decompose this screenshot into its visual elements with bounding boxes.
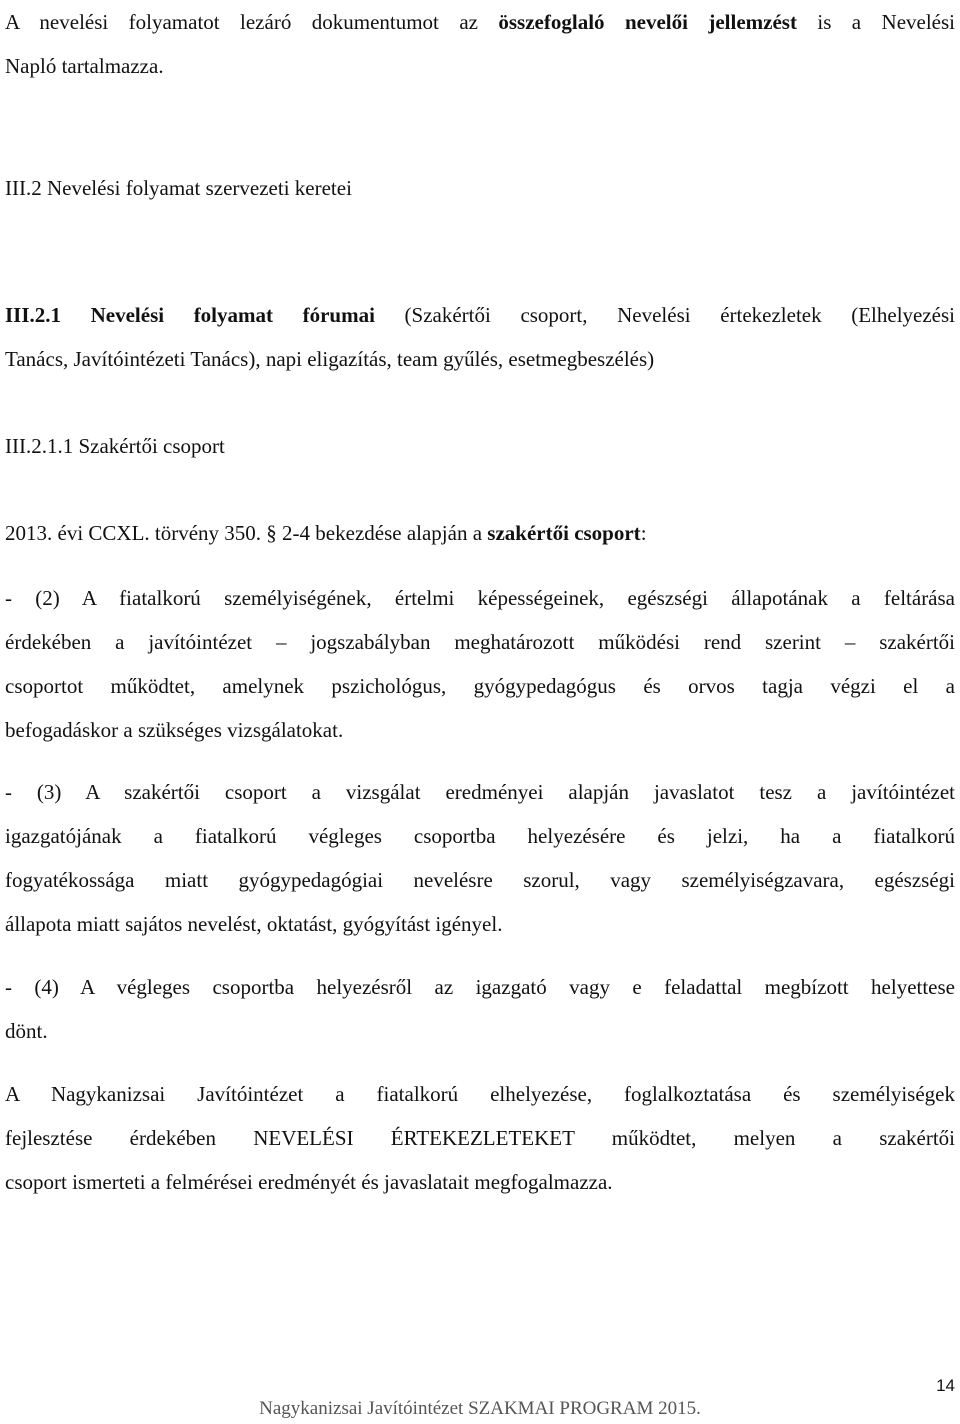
intro-line-2: Napló tartalmazza. <box>5 54 164 78</box>
paragraph-4 <box>5 965 955 1053</box>
paragraph-4-line: dönt. <box>5 1019 48 1043</box>
paragraph-final-line: fejlesztése érdekében NEVELÉSI ÉRTEKEZLETEKET működtet, melyen a szakértői <box>5 1126 955 1150</box>
heading-iii-2-1-1: III.2.1.1 Szakértői csoport <box>5 434 225 458</box>
law-reference-bold: szakértői csoport <box>487 521 641 545</box>
section-iii-2-1-line-2: Tanács, Javítóintézeti Tanács), napi eligazítás, team gyűlés, esetmegbeszélés) <box>5 347 655 371</box>
intro-paragraph <box>5 0 955 88</box>
paragraph-3-line: igazgatójának a fiatalkorú végleges csoportba helyezésére és jelzi, ha a fiatalkorú <box>5 824 955 848</box>
paragraph-4-line: - (4) A végleges csoportba helyezésről az igazgató vagy e feladattal megbízott helyettese <box>5 975 955 999</box>
section-iii-2-1-title: III.2.1 Nevelési folyamat fórumai <box>5 303 375 327</box>
paragraph-final-line: A Nagykanizsai Javítóintézet a fiatalkorú elhelyezése, foglalkoztatása és személyiségek <box>5 1082 955 1106</box>
paragraph-2-line: érdekében a javítóintézet – jogszabályban meghatározott működési rend szerint – szakértői <box>5 630 955 654</box>
heading-iii-2: III.2 Nevelési folyamat szervezeti keretei <box>5 176 352 200</box>
paragraph-3-line: - (3) A szakértői csoport a vizsgálat eredményei alapján javaslatot tesz a javítóintézet <box>5 780 955 804</box>
page-number: 14 <box>936 1376 955 1395</box>
paragraph-2-line: befogadáskor a szükséges vizsgálatokat. <box>5 718 344 742</box>
paragraph-3-line: fogyatékossága miatt gyógypedagógiai nevelésre szorul, vagy személyiségzavara, egészségi <box>5 868 955 892</box>
paragraph-2 <box>5 576 955 752</box>
page-footer: Nagykanizsai Javítóintézet SZAKMAI PROGRAM 2015. <box>259 1398 701 1419</box>
law-reference: 2013. évi CCXL. törvény 350. § 2-4 bekezdése alapján a szakértői csoport: <box>5 521 647 545</box>
section-iii-2-1 <box>5 293 955 381</box>
intro-bold-term: összefoglaló nevelői jellemzést <box>498 10 797 34</box>
section-iii-2-1-line-1: III.2.1 Nevelési folyamat fórumai (Szakértői csoport, Nevelési értekezletek (Elhelyezési <box>5 303 955 327</box>
paragraph-final <box>5 1072 955 1204</box>
paragraph-2-line: - (2) A fiatalkorú személyiségének, értelmi képességeinek, egészségi állapotának a feltárása <box>5 586 955 610</box>
paragraph-3-line: állapota miatt sajátos nevelést, oktatást, gyógyítást igényel. <box>5 912 503 936</box>
intro-line-1: A nevelési folyamatot lezáró dokumentumot az összefoglaló nevelői jellemzést is a Nevelési <box>5 10 955 34</box>
paragraph-final-line: csoport ismerteti a felmérései eredményét és javaslatait megfogalmazza. <box>5 1170 613 1194</box>
paragraph-3 <box>5 770 955 946</box>
paragraph-2-line: csoportot működtet, amelynek pszichológus, gyógypedagógus és orvos tagja végzi el a <box>5 674 955 698</box>
